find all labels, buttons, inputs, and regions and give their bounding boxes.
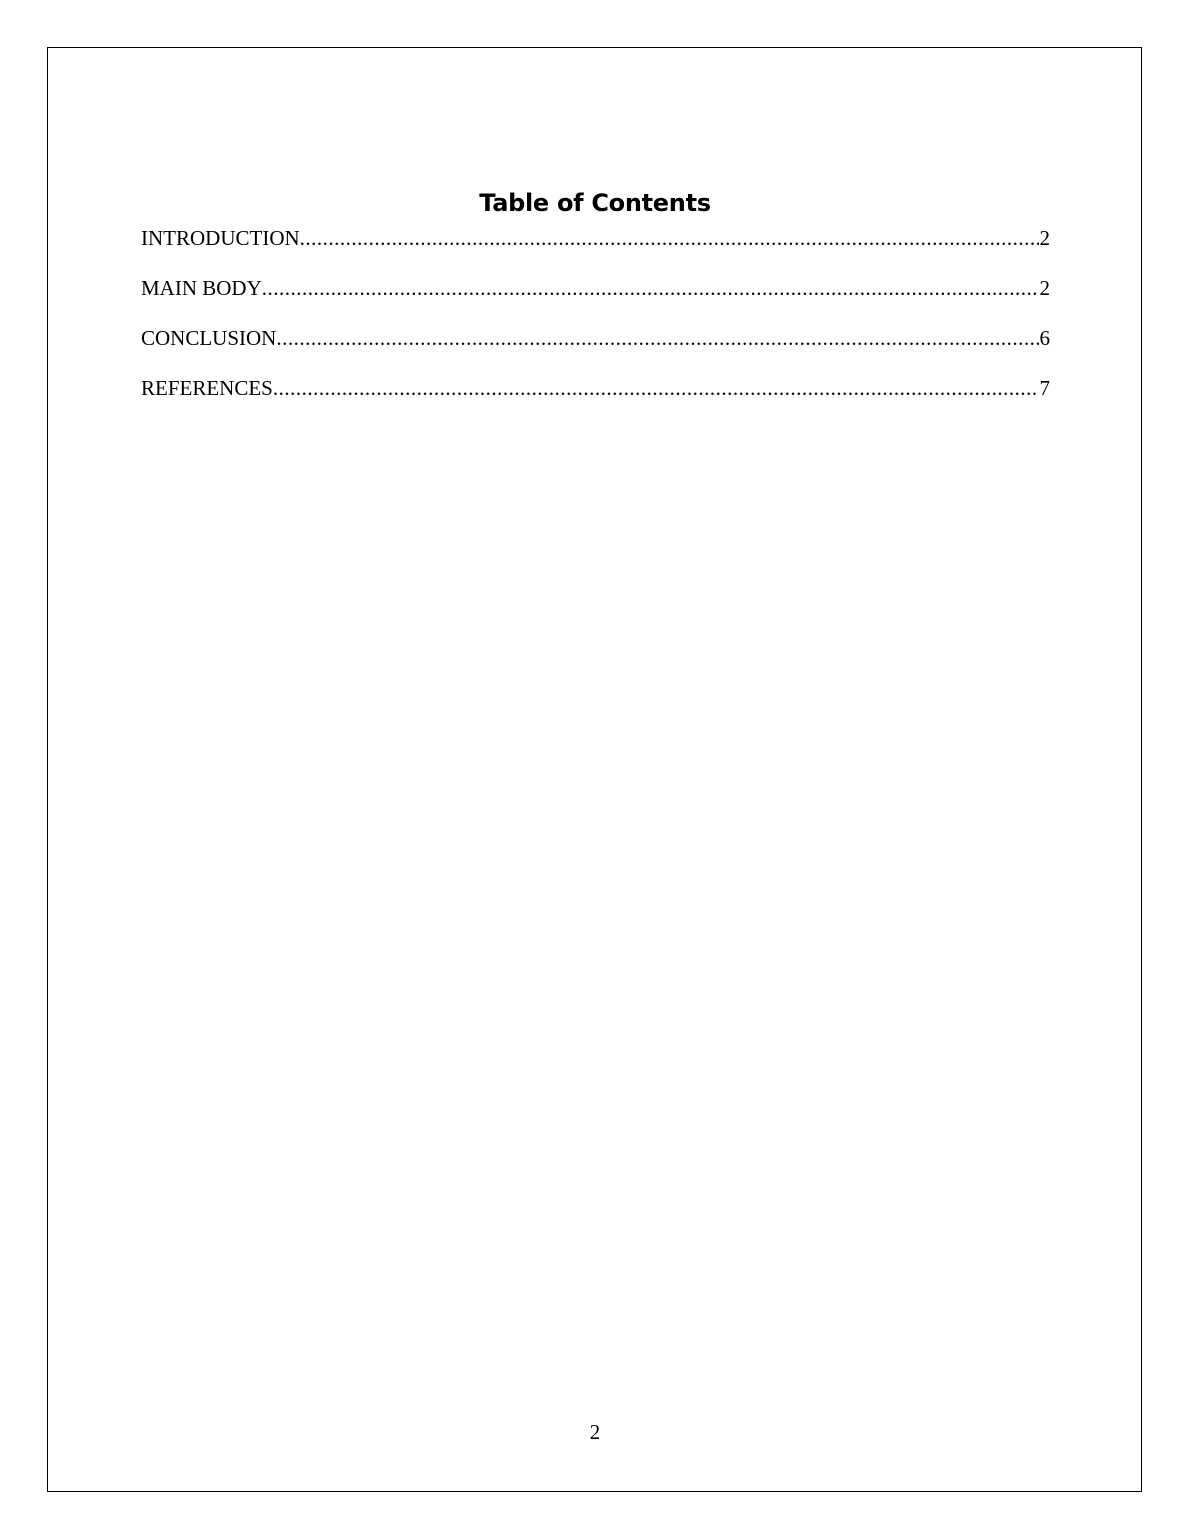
toc-entry-introduction[interactable] — [141, 224, 1050, 274]
page-number: 2 — [589, 1420, 601, 1444]
toc-entry-page: 6 — [1039, 326, 1050, 350]
toc-entry-label: CONCLUSION — [141, 326, 277, 350]
toc-entry-label: INTRODUCTION — [141, 226, 300, 250]
toc-entry-references[interactable] — [141, 374, 1050, 424]
toc-entry-label: REFERENCES — [141, 376, 273, 400]
toc-entry-page: 2 — [1039, 276, 1050, 300]
toc-dot-leader — [300, 224, 1039, 252]
toc-title: Table of Contents — [479, 189, 711, 217]
toc-dot-leader — [276, 324, 1038, 352]
toc-dot-leader — [262, 274, 1039, 302]
toc-entry-page: 2 — [1039, 226, 1050, 250]
toc-dot-leader — [273, 374, 1039, 402]
toc-list — [141, 224, 1050, 424]
toc-entry-main-body[interactable] — [141, 274, 1050, 324]
toc-entry-page: 7 — [1039, 376, 1050, 400]
toc-entry-label: MAIN BODY — [141, 276, 262, 300]
toc-entry-conclusion[interactable] — [141, 324, 1050, 374]
